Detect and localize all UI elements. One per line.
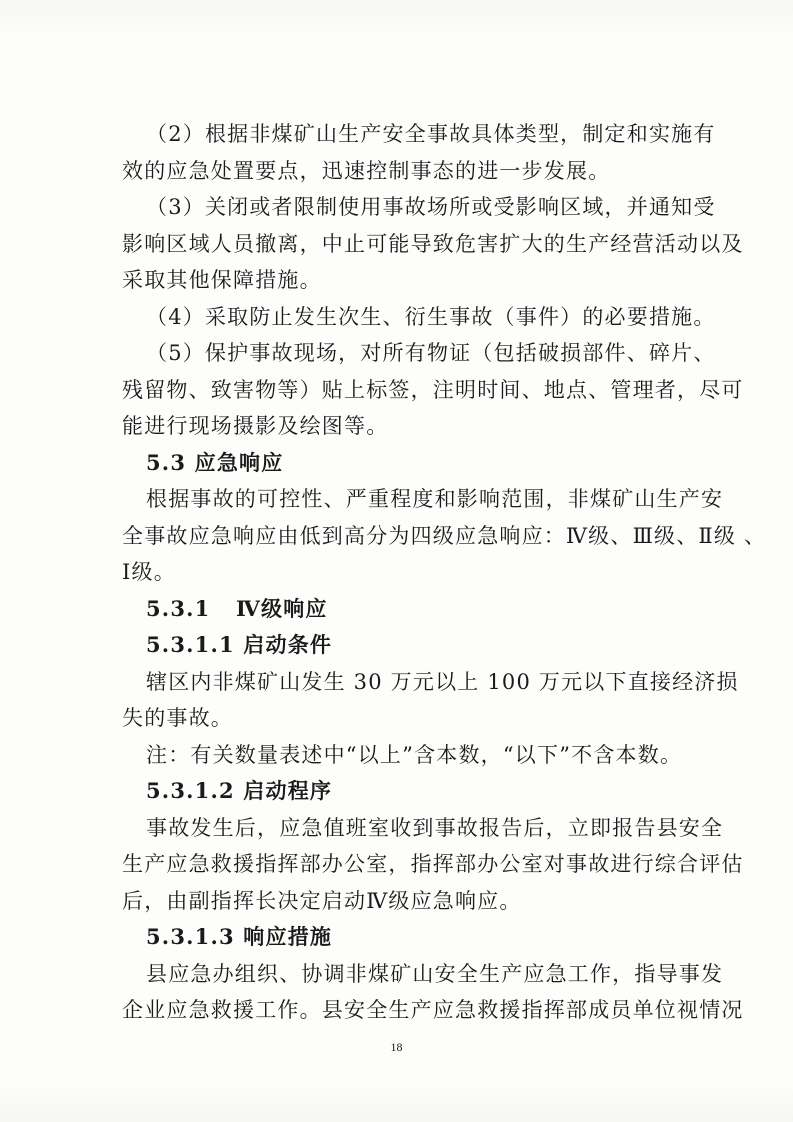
note-line: 注：有关数量表述中“以上”含本数，“以下”不含本数。	[146, 742, 683, 767]
paragraph-line: 企业应急救援工作。县安全生产应急救援指挥部成员单位视情况	[122, 998, 744, 1022]
paragraph-line: （3）关闭或者限制使用事故场所或受影响区域，并通知受	[146, 195, 716, 219]
paragraph-line: （2）根据非煤矿山生产安全事故具体类型，制定和实施有	[146, 122, 716, 146]
page-number: 18	[390, 1040, 403, 1054]
paragraph-line: 残留物、致害物等）贴上标签，注明时间、地点、管理者，尽可	[122, 377, 744, 402]
paragraph-line: （5）保护事故现场，对所有物证（包括破损部件、碎片、	[146, 341, 716, 365]
paragraph-line: （4）采取防止发生次生、衍生事故（事件）的必要措施。	[146, 304, 716, 329]
section-heading-5-3-1-2: 5.3.1.2 启动程序	[146, 778, 333, 803]
paragraph-line: 影响区域人员撤离，中止可能导致危害扩大的生产经营活动以及	[122, 231, 744, 256]
paragraph-line: 后，由副指挥长决定启动Ⅳ级应急响应。	[122, 888, 522, 913]
document-body	[122, 116, 767, 1029]
paragraph-line: 能进行现场摄影及绘图等。	[122, 414, 389, 438]
paragraph-line: 事故发生后，应急值班室收到事故报告后，立即报告县安全	[146, 815, 724, 840]
paragraph-line: 根据事故的可控性、严重程度和影响范围，非煤矿山生产安	[146, 487, 724, 511]
paragraph-line: 全事故应急响应由低到高分为四级应急响应：Ⅳ级、Ⅲ级、Ⅱ级 、	[122, 523, 767, 548]
paragraph-line: Ⅰ级。	[122, 560, 176, 584]
section-heading-5-3-1: 5.3.1 Ⅳ级响应	[146, 595, 328, 621]
paragraph-line: 失的事故。	[122, 706, 233, 730]
paragraph-line: 县应急办组织、协调非煤矿山安全生产应急工作，指导事发	[146, 961, 724, 986]
section-heading-5-3-1-3: 5.3.1.3 响应措施	[146, 924, 333, 949]
paragraph-line: 效的应急处置要点，迅速控制事态的进一步发展。	[122, 158, 611, 183]
section-heading-5-3-1-1: 5.3.1.1 启动条件	[146, 632, 333, 657]
paragraph-line: 辖区内非煤矿山发生 30 万元以上 100 万元以下直接经济损	[146, 669, 739, 694]
section-heading-5-3: 5.3 应急响应	[146, 449, 284, 475]
paragraph-line: 采取其他保障措施。	[122, 268, 322, 292]
paragraph-line: 生产应急救援指挥部办公室，指挥部办公室对事故进行综合评估	[122, 852, 744, 876]
